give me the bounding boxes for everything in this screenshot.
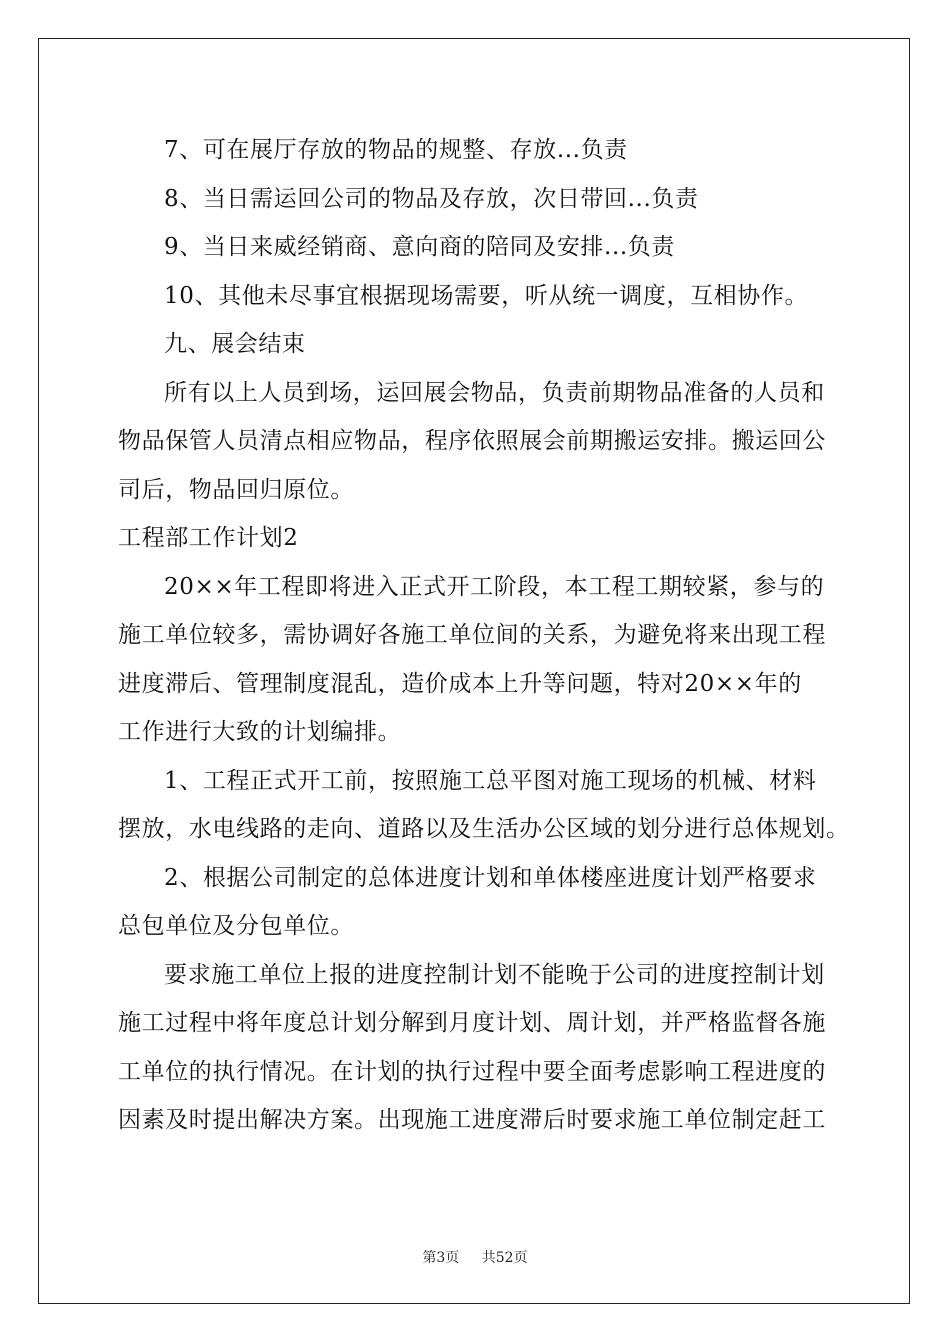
text-line: 摆放，水电线路的走向、道路以及生活办公区域的划分进行总体规划。: [118, 816, 850, 842]
text-line: 8、当日需运回公司的物品及存放，次日带回...负责: [164, 185, 699, 212]
text-line: 20××年工程即将进入正式开工阶段，本工程工期较紧，参与的: [164, 573, 825, 600]
text-line: 所有以上人员到场，运回展会物品，负责前期物品准备的人员和: [164, 379, 825, 406]
text-line: 司后，物品回归原位。: [118, 476, 354, 503]
text-line: 2、根据公司制定的总体进度计划和单体楼座进度计划严格要求: [164, 864, 817, 891]
section-heading: 九、展会结束: [164, 331, 306, 357]
text-line: 因素及时提出解决方案。出现施工进度滞后时要求施工单位制定赶工: [118, 1107, 826, 1133]
page-number: 第3页: [422, 1250, 460, 1266]
text-line: 要求施工单位上报的进度控制计划不能晚于公司的进度控制计划: [164, 961, 825, 988]
page-total: 共52页: [481, 1250, 528, 1266]
text-line: 工单位的执行情况。在计划的执行过程中要全面考虑影响工程进度的: [118, 1058, 826, 1085]
text-line: 9、当日来威经销商、意向商的陪同及安排...负责: [164, 234, 675, 260]
text-line: 1、工程正式开工前，按照施工总平图对施工现场的机械、材料: [164, 767, 817, 794]
text-line: 7、可在展厅存放的物品的规整、存放...负责: [164, 137, 628, 163]
document-title: 工程部工作计划2: [118, 525, 299, 551]
page-footer: [0, 1247, 950, 1267]
text-line: 施工过程中将年度总计划分解到月度计划、周计划，并严格监督各施: [118, 1010, 826, 1036]
text-line: 总包单位及分包单位。: [118, 913, 354, 939]
text-line: 施工单位较多，需协调好各施工单位间的关系，为避免将来出现工程: [118, 622, 826, 648]
text-line: 工作进行大致的计划编排。: [118, 719, 402, 745]
text-line: 进度滞后、管理制度混乱，造价成本上升等问题，特对20××年的: [118, 670, 802, 697]
document-body: [118, 126, 850, 1145]
text-line: 物品保管人员清点相应物品，程序依照展会前期搬运安排。搬运回公: [118, 428, 826, 454]
text-line: 10、其他未尽事宜根据现场需要，听从统一调度，互相协作。: [164, 282, 809, 309]
